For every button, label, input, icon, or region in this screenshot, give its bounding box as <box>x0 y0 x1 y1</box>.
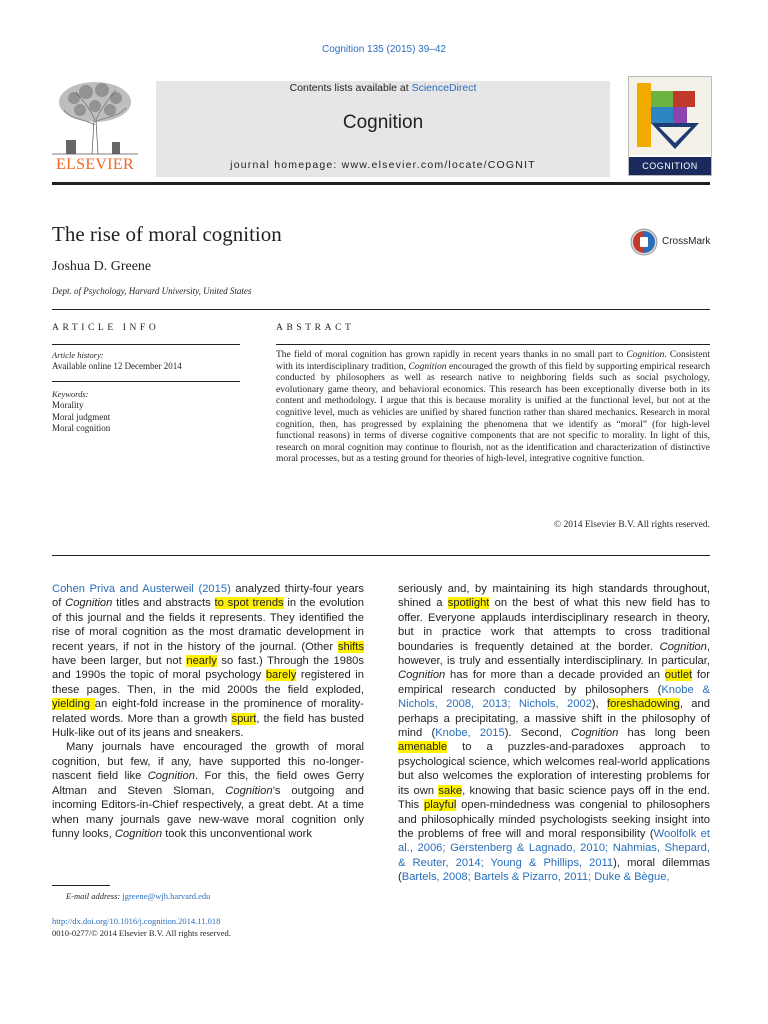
article-title: The rise of moral cognition <box>52 222 282 246</box>
highlight: playful <box>423 799 457 812</box>
highlight: spotlight <box>447 597 490 610</box>
keywords-list <box>52 400 110 435</box>
highlight: amenable <box>398 741 448 754</box>
article-info-rule <box>52 344 240 345</box>
body-column-left <box>52 582 364 841</box>
crossmark-icon <box>630 228 658 256</box>
homepage-line <box>156 159 610 171</box>
keywords-rule <box>52 381 240 382</box>
citation-link[interactable]: Knobe & Nichols, 2008, 2013; Nichols, 2002 <box>398 683 711 711</box>
cover-label: COGNITION <box>629 157 711 175</box>
highlight: barely <box>265 669 297 682</box>
email-link[interactable]: jgreene@wjh.harvard.edu <box>122 891 211 901</box>
keyword-item: Moral cognition <box>52 423 111 434</box>
citation-link[interactable]: Woolfolk et al., 2006; Gerstenberg & Lagnado, 2010; Nahmias, Shepard, & Reuter, 2014; Young & Phillips, 2011 <box>398 827 710 869</box>
highlight: shifts <box>337 640 364 653</box>
contents-line <box>156 82 610 94</box>
abstract-text: The field of moral cognition has grown rapidly in recent years thanks in no small part to Cognition. Consistent with its interdisciplinary tradition, Cognition encouraged the growth of this field by supporting empirical research conducted by philosophers as well as research native to neighboring fields such as social psychology, evolutionary game theory, and behavioral economics. This research has been exceptionally diverse both in its content and methodology. I argue that this is because morality is unified at the functional level, but not at the cognitive level, much as vehicles are unified by shared function rather than shared mechanics. Research in moral cognition, then, has progressed by explaining the phenomena that we identify as “moral” (for high-level functional reasons) in terms of diverse cognitive components that are not specific to morality. In light of this, research on moral cognition may continue to flourish, not as the identification and characterization of distinctive moral processes, but as a testing ground for theories of high-level, integrative cognitive function. <box>276 350 710 465</box>
highlight: nearly <box>186 655 217 668</box>
citation-link[interactable]: Knobe, 2015 <box>435 727 505 740</box>
article-info-heading: ARTICLE INFO <box>52 323 160 333</box>
keyword-item: Moral judgment <box>52 411 111 422</box>
highlight: to spot trends <box>214 597 284 610</box>
header-rule <box>52 182 710 185</box>
journal-reference[interactable]: Cognition 135 (2015) 39–42 <box>322 44 446 55</box>
contents-prefix: Contents lists available at <box>289 82 412 94</box>
crossmark-label: CrossMark <box>662 236 711 247</box>
highlight: yielding <box>52 698 95 711</box>
highlight: sake <box>438 784 463 797</box>
history-label: Article history: <box>52 350 104 360</box>
abstract-end-rule <box>52 555 710 556</box>
author-affiliation: Dept. of Psychology, Harvard University, United States <box>52 286 252 296</box>
sciencedirect-link[interactable]: ScienceDirect <box>411 82 477 94</box>
homepage-url[interactable]: www.elsevier.com/locate/COGNIT <box>341 159 536 171</box>
highlight: spurt <box>231 712 257 725</box>
elsevier-wordmark: ELSEVIER <box>56 156 134 173</box>
journal-cover-image <box>628 76 712 176</box>
abstract-rule <box>276 344 710 345</box>
body-paragraph: Cohen Priva and Austerweil (2015) analyzed thirty-four years of Cognition titles and abstracts to spot trends in the evolution of this journal and the fields it represents. They identified the rise of moral cognition as the most dramatic development in recent years, if not in the history of the journal. (Other shifts have been larger, but not nearly so fast.) Through the 1980s and 1990s the topic of moral psychology barely registered in these pages. Then, in the mid 2000s the field exploded, yielding an eight-fold increase in the prominence of morality-related words. More than a growth spurt, the field has busted Hulk-like out of its jeans and sneakers. <box>52 583 365 740</box>
body-paragraph: Many journals have encouraged the growth of moral cognition, but few, if any, have supported this no-longer-nascent field like Cognition. For this, the field owes Gerry Altman and Steven Sloman, Cognition’s outgoing and incoming Editors-in-Chief respectively, a great debt. At a time when many journals gave new-wave moral cognition only funny looks, Cognition took this unconventional work <box>52 741 364 840</box>
body-column-right <box>398 582 710 885</box>
highlight: foreshadowing <box>607 698 680 711</box>
body-paragraph: seriously and, by maintaining its high standards throughout, shined a spotlight on the best of what this new field has to offer. Everyone applauds interdisciplinary research in theory, but in practice work that attempts to cross traditional boundaries is frequently detained at the border. Cognition, however, is truly and essentially interdisciplinary. In particular, Cognition has for more than a decade provided an outlet for empirical research conducted by philosophers (Knobe & Nichols, 2008, 2013; Nichols, 2002), foreshadowing, and perhaps a precipitating, a massive shift in the philosophy of mind (Knobe, 2015). Second, Cognition has long been amenable to a puzzles-and-paradoxes approach to psychological science, which welcomes real-world applications but also welcomes the exploration of interesting problems for its own sake, knowing that basic science pays off in the end. This playful open-mindedness was congenial to philosophers and philosophically minded psychologists seeking insight into the problems of free will and moral responsibility (Woolfolk et al., 2006; Gerstenberg & Lagnado, 2010; Nahmias, Shepard, & Reuter, 2014; Young & Phillips, 2011), moral dilemmas (Bartels, 2008; Bartels & Pizarro, 2011; Duke & Bègue, <box>398 583 711 884</box>
keywords-label: Keywords: <box>52 389 89 399</box>
footnote-rule <box>52 885 110 886</box>
abstract-copyright: © 2014 Elsevier B.V. All rights reserved. <box>553 520 710 530</box>
history-value: Available online 12 December 2014 <box>52 361 182 371</box>
title-rule <box>52 309 710 310</box>
citation-link[interactable]: Cohen Priva and Austerweil (2015) <box>52 583 231 595</box>
journal-name: Cognition <box>342 112 424 133</box>
author-name: Joshua D. Greene <box>52 259 152 274</box>
abstract-heading: ABSTRACT <box>276 323 355 333</box>
citation-link[interactable]: Bartels, 2008; Bartels & Pizarro, 2011; Duke & Bègue, <box>401 871 670 884</box>
email-label: E-mail address: <box>66 891 123 901</box>
doi-link[interactable]: http://dx.doi.org/10.1016/j.cognition.2014.11.018 <box>52 916 221 926</box>
highlight: outlet <box>664 669 693 682</box>
crossmark-badge[interactable] <box>630 228 714 258</box>
email-footnote <box>66 891 210 901</box>
homepage-prefix: journal homepage: <box>230 159 342 171</box>
issn-copyright: 0010-0277/© 2014 Elsevier B.V. All rights reserved. <box>52 928 231 938</box>
keyword-item: Morality <box>52 400 84 410</box>
